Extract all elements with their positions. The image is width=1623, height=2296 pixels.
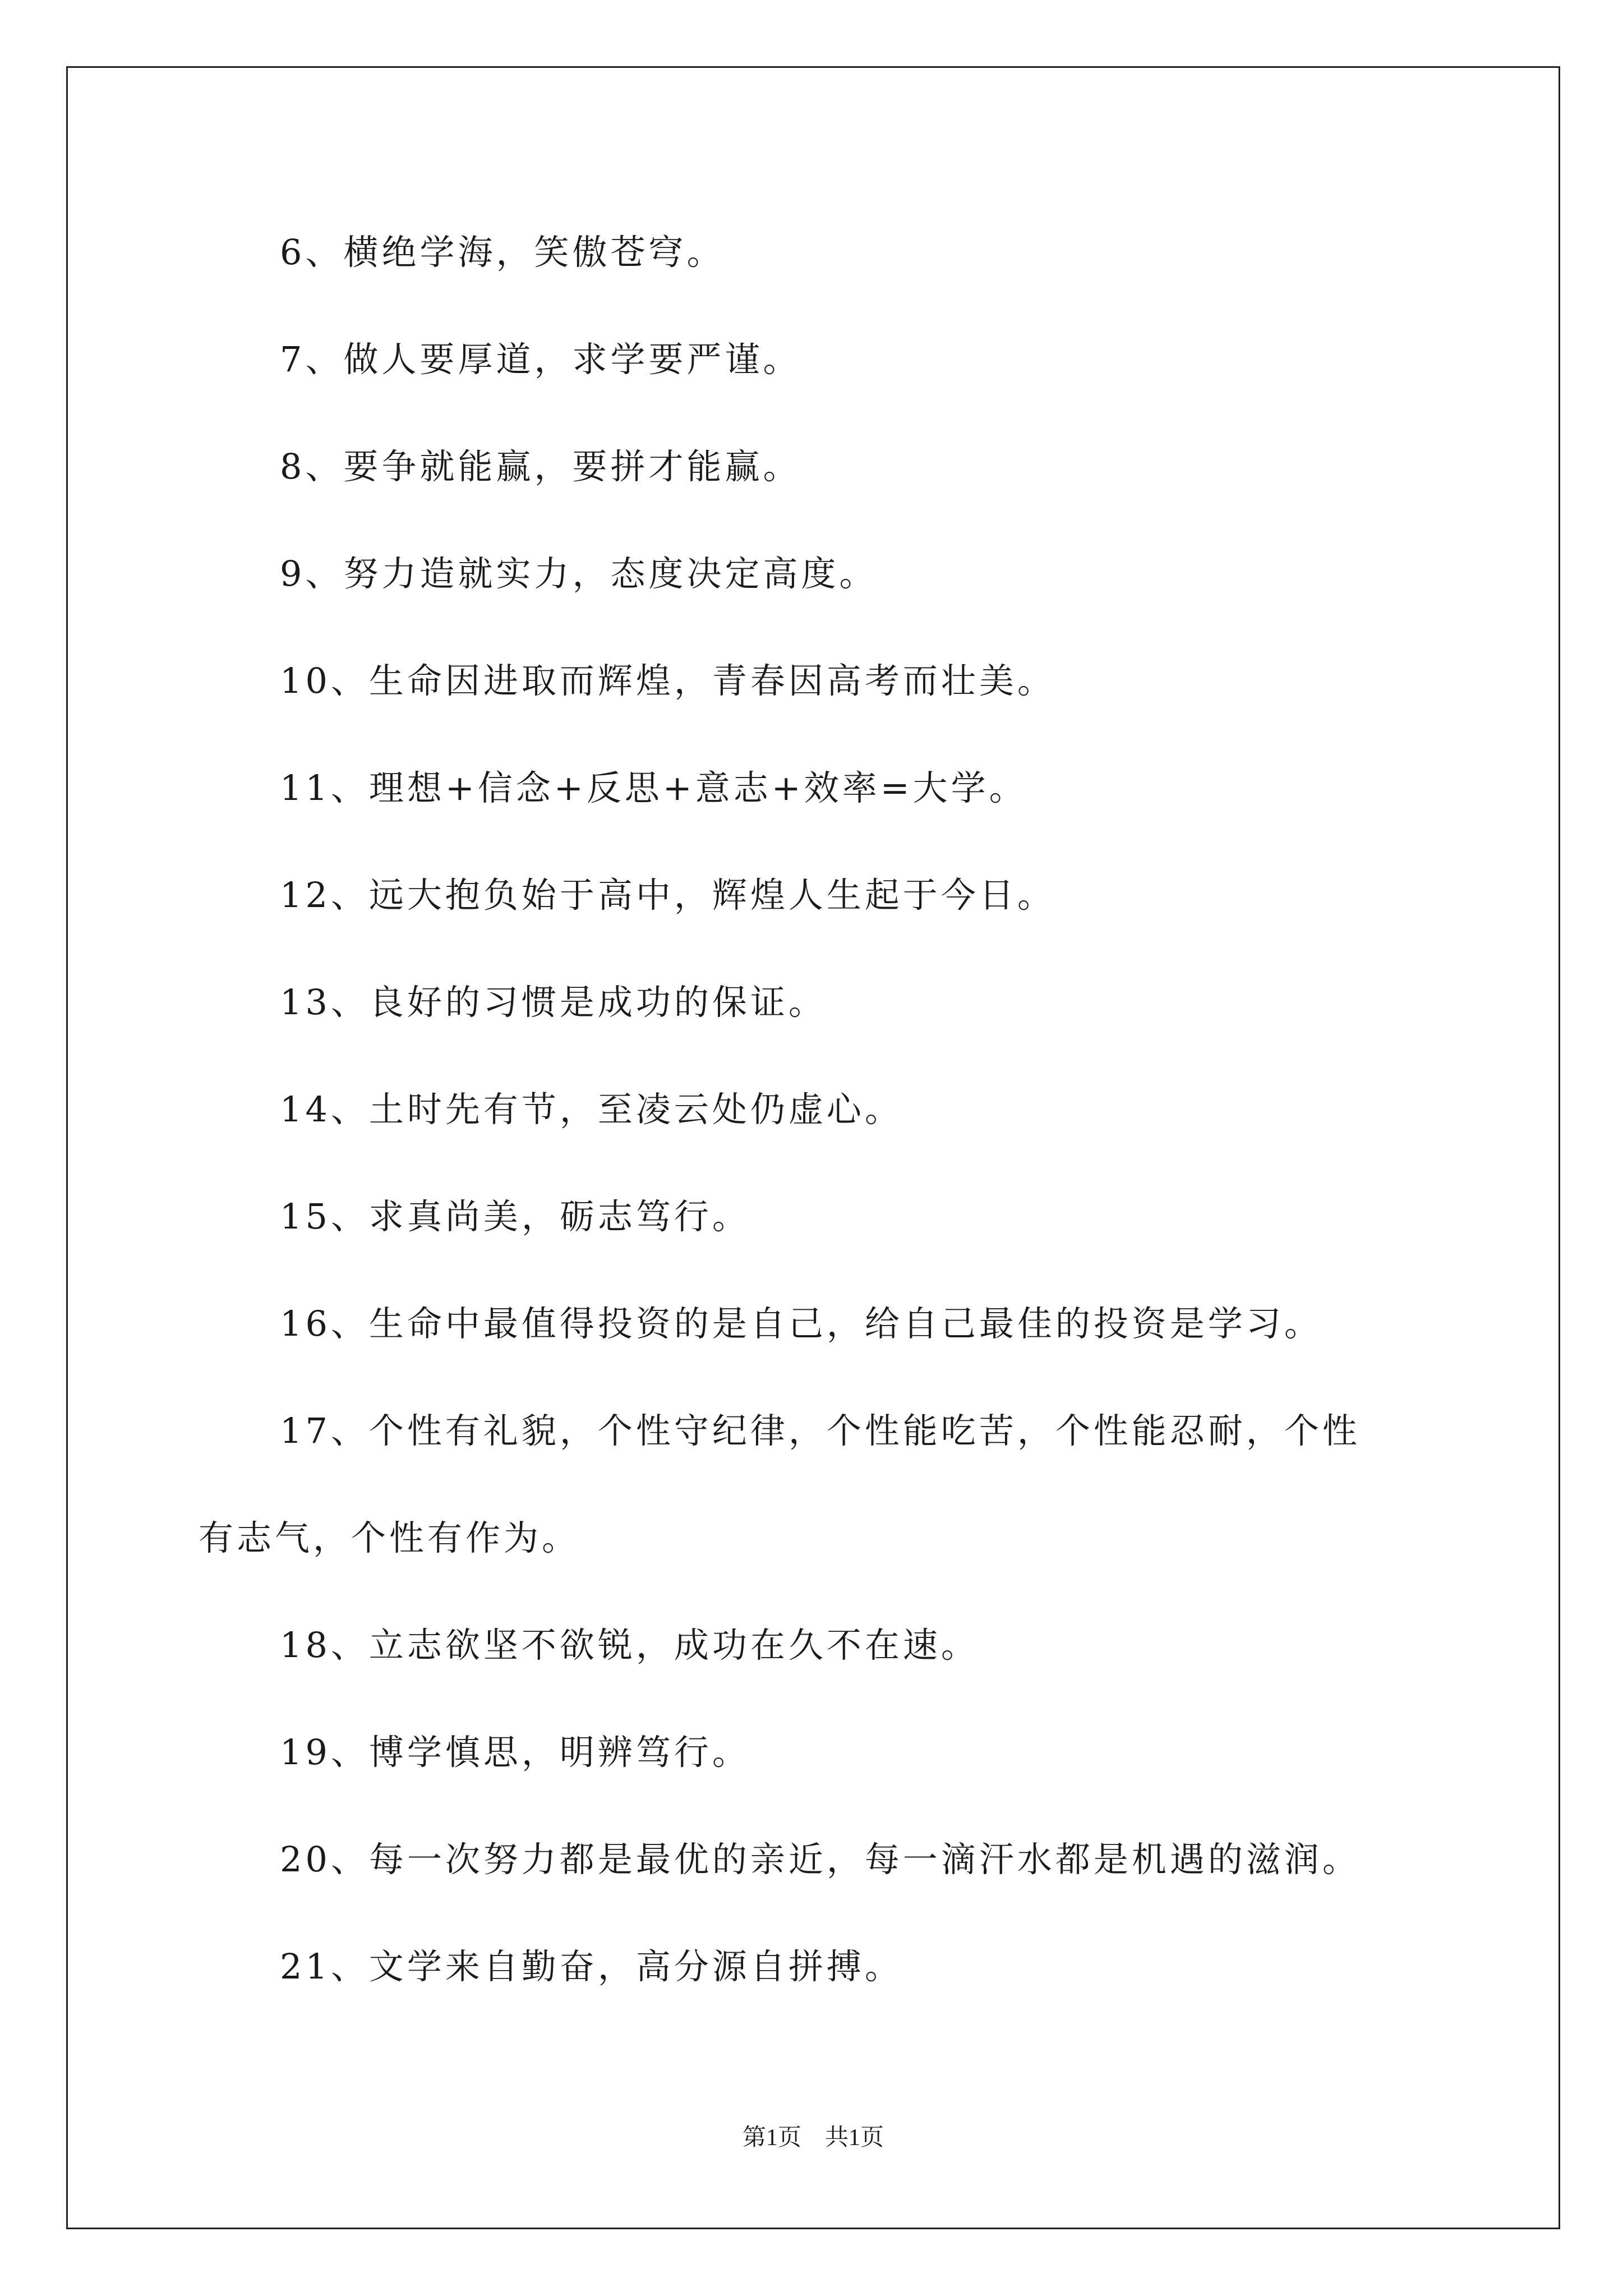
text-line: 17、个性有礼貌，个性守纪律，个性能吃苦，个性能忍耐，个性 (280, 1410, 1361, 1451)
document-body (68, 68, 1559, 2228)
text-line-continuation: 有志气，个性有作为。 (199, 1517, 580, 1558)
text-line: 6、横绝学海，笑傲苍穹。 (280, 232, 725, 273)
text-line: 7、做人要厚道，求学要严谨。 (280, 339, 801, 380)
text-line: 15、求真尚美，砺志笃行。 (280, 1196, 750, 1237)
text-line: 8、要争就能赢，要拼才能赢。 (280, 446, 801, 487)
text-line: 16、生命中最值得投资的是自己，给自己最佳的投资是学习。 (280, 1303, 1322, 1344)
text-line: 11、理想+信念+反思+意志+效率=大学。 (280, 767, 1027, 808)
page-number-footer: 第1页 共1页 (742, 2125, 884, 2151)
text-line: 19、博学慎思，明辨笃行。 (280, 1732, 750, 1773)
text-line: 13、良好的习惯是成功的保证。 (280, 982, 827, 1023)
text-line: 20、每一次努力都是最优的亲近，每一滴汗水都是机遇的滋润。 (280, 1839, 1361, 1880)
text-line: 12、远大抱负始于高中，辉煌人生起于今日。 (280, 875, 1055, 915)
text-line: 21、文学来自勤奋，高分源自拼搏。 (280, 1946, 903, 1987)
text-line: 14、土时先有节，至凌云处仍虚心。 (280, 1089, 903, 1130)
page-border (66, 66, 1560, 2229)
text-line: 18、立志欲坚不欲锐，成功在久不在速。 (280, 1625, 979, 1665)
text-line: 9、努力造就实力，态度决定高度。 (280, 553, 878, 594)
text-line: 10、生命因进取而辉煌，青春因高考而壮美。 (280, 660, 1055, 701)
